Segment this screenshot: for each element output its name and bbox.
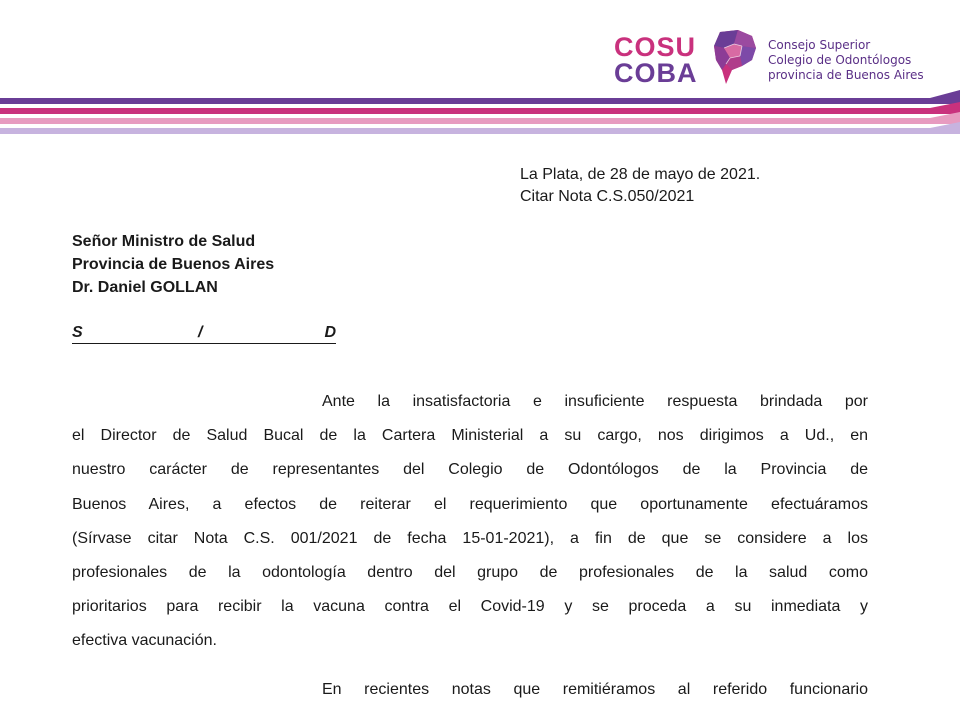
body-line: En recientes notas que remitiéramos al referido funcionario <box>322 680 868 698</box>
salutation-sd <box>72 324 336 344</box>
paragraph-2 <box>72 673 868 707</box>
body-line: profesionales de la odontología dentro del grupo de profesionales de la salud como <box>72 563 868 581</box>
logo-subtitle-line: Colegio de Odontólogos <box>768 53 912 67</box>
letter-date: La Plata, de 28 de mayo de 2021. <box>520 166 761 183</box>
addressee-line: Dr. Daniel GOLLAN <box>72 279 218 296</box>
paragraph-1 <box>72 385 868 659</box>
addressee-line: Señor Ministro de Salud <box>72 233 256 250</box>
logo-subtitle-line: provincia de Buenos Aires <box>768 68 924 82</box>
logo-line2: COBA <box>614 58 698 88</box>
logo-subtitle-line: Consejo Superior <box>768 38 871 52</box>
body-line: Buenos Aires, a efectos de reiterar el requerimiento que oportunamente efectuáramos <box>72 495 868 513</box>
header-stripes <box>0 88 960 144</box>
body-line: Ante la insatisfactoria e insuficiente respuesta brindada por <box>322 393 868 410</box>
body-line: efectiva vacunación. <box>72 632 217 650</box>
addressee-line: Provincia de Buenos Aires <box>72 256 275 273</box>
letter-date-block <box>520 164 760 208</box>
logo-wordmark <box>614 34 698 86</box>
buenos-aires-map-icon <box>712 30 758 86</box>
salutation-slash: / <box>198 324 203 341</box>
cosucoba-logo <box>612 30 922 96</box>
salutation-s: S <box>72 324 83 341</box>
letter-reference: Citar Nota C.S.050/2021 <box>520 188 695 205</box>
body-line: nuestro carácter de representantes del Colegio de Odontólogos de la Provincia de <box>72 461 868 479</box>
addressee-block <box>72 230 274 299</box>
stripe-purple <box>0 90 960 104</box>
body-line: prioritarios para recibir la vacuna contra el Covid-19 y se proceda a su inmediata y <box>72 598 868 616</box>
logo-subtitle <box>768 38 924 83</box>
logo-line1: COSU <box>614 32 697 62</box>
salutation-d: D <box>324 324 336 341</box>
body-line: (Sírvase citar Nota C.S. 001/2021 de fecha 15-01-2021), a fin de que se considere a los <box>72 529 868 547</box>
body-line: el Director de Salud Bucal de la Cartera Ministerial a su cargo, nos dirigimos a Ud., en <box>72 427 868 445</box>
letter-body <box>72 385 868 707</box>
